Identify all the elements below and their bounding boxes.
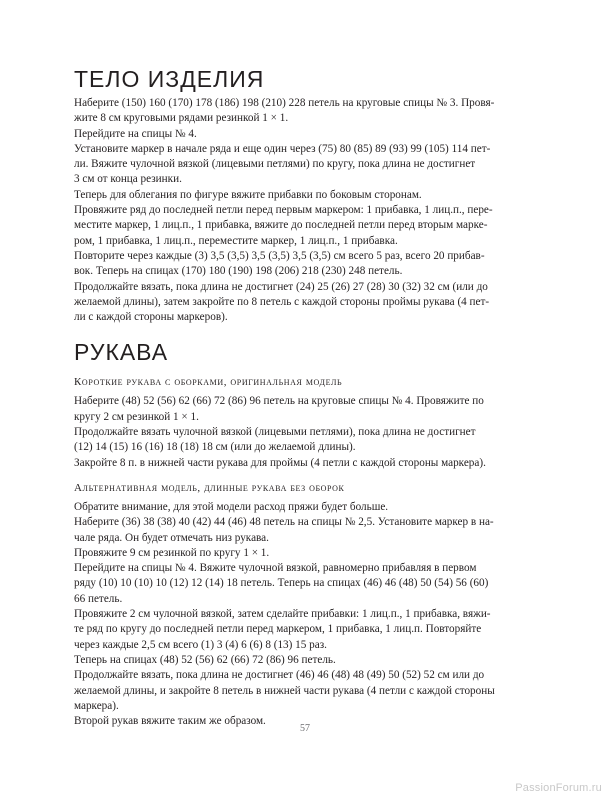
subheading-text: Альтернативная модель, длинные рукава без оборок [74, 481, 345, 494]
text-line: Теперь на спицах (48) 52 (56) 62 (66) 72 (86) 96 петель. [74, 653, 336, 666]
text-line: ли. Вяжите чулочной вязкой (лицевыми петлями) по кругу, пока длина не достигнет [74, 158, 476, 171]
spacer [74, 325, 544, 339]
text-line: Закройте 8 п. в нижней части рукава для проймы (4 петли с каждой стороны маркера). [74, 456, 486, 469]
text-line: ром, 1 прибавка, 1 лиц.п., переместите маркер, 1 лиц.п., 1 прибавка. [74, 234, 398, 247]
long-sleeves-instructions [74, 500, 544, 729]
text-line: ли с каждой стороны маркеров). [74, 311, 228, 324]
body-instructions [74, 96, 544, 325]
text-line: Провяжите 9 см резинкой по кругу 1 × 1. [74, 546, 270, 559]
page-content [74, 66, 544, 729]
subheading-long-sleeves [74, 481, 544, 496]
text-line: Продолжайте вязать, пока длина не достигнет (24) 25 (26) 27 (28) 30 (32) 32 см (или до [74, 280, 488, 293]
text-line: Теперь для облегания по фигуре вяжите прибавки по боковым сторонам. [74, 188, 422, 201]
text-line: Провяжите 2 см чулочной вязкой, затем сделайте прибавки: 1 лиц.п., 1 прибавка, вяжи- [74, 608, 491, 621]
text-line: Наберите (36) 38 (38) 40 (42) 44 (46) 48 петель на спицы № 2,5. Установите маркер в на- [74, 516, 494, 529]
text-line: местите маркер, 1 лиц.п., 1 прибавка, вяжите до последней петли перед вторым марке- [74, 219, 488, 232]
section-title-body: ТЕЛО ИЗДЕЛИЯ [74, 66, 265, 92]
text-line: маркера). [74, 699, 119, 712]
text-line: Установите маркер в начале ряда и еще один через (75) 80 (85) 89 (93) 99 (105) 114 пет- [74, 142, 491, 155]
text-line: желаемой длины), затем закройте по 8 петель с каждой стороны проймы рукава (4 пет- [74, 295, 490, 308]
short-sleeves-instructions [74, 394, 544, 470]
subheading-text: Короткие рукава с оборками, оригинальная модель [74, 376, 343, 389]
text-line: Продолжайте вязать, пока длина не достигнет (46) 46 (48) 48 (49) 50 (52) 52 см или до [74, 669, 485, 682]
spacer [74, 365, 544, 375]
text-line: Второй рукав вяжите таким же образом. [74, 715, 266, 728]
text-line: 3 см от конца резинки. [74, 173, 182, 186]
text-line: (12) 14 (15) 16 (16) 18 (18) 18 см (или до желаемой длины). [74, 441, 356, 454]
text-line: Перейдите на спицы № 4. [74, 127, 197, 140]
page-number: 57 [300, 723, 310, 734]
subheading-short-sleeves [74, 375, 544, 390]
text-line: те ряд по кругу до последней петли перед маркером, 1 прибавка, 1 лиц.п. Повторяйте [74, 623, 482, 636]
text-line: через каждые 2,5 см всего (1) 3 (4) 6 (6) 8 (13) 15 раз. [74, 638, 327, 651]
watermark: PassionForum.ru [515, 782, 602, 794]
text-line: кругу 2 см резинкой 1 × 1. [74, 410, 199, 423]
text-line: Продолжайте вязать чулочной вязкой (лицевыми петлями), пока длина не достигнет [74, 426, 476, 439]
text-line: вок. Теперь на спицах (170) 180 (190) 198 (206) 218 (230) 248 петель. [74, 265, 403, 278]
text-line: ряду (10) 10 (10) 10 (12) 12 (14) 18 петель. Теперь на спицах (46) 46 (48) 50 (54) 56 (60) [74, 577, 489, 590]
text-line: Повторите через каждые (3) 3,5 (3,5) 3,5 (3,5) 3,5 (3,5) см всего 5 раз, всего 20 прибав- [74, 249, 485, 262]
text-line: 66 петель. [74, 592, 123, 605]
text-line: жите 8 см круговыми рядами резинкой 1 × 1. [74, 112, 289, 125]
text-line: Провяжите ряд до последней петли перед первым маркером: 1 прибавка, 1 лиц.п., пере- [74, 204, 493, 217]
text-line: чале ряда. Он будет отмечать низ рукава. [74, 531, 269, 544]
text-line: Наберите (150) 160 (170) 178 (186) 198 (210) 228 петель на круговые спицы № 3. Провя- [74, 97, 495, 109]
text-line: Обратите внимание, для этой модели расход пряжи будет больше. [74, 500, 389, 513]
text-line: Наберите (48) 52 (56) 62 (66) 72 (86) 96 петель на круговые спицы № 4. Провяжите по [74, 395, 484, 408]
section-title-sleeves: РУКАВА [74, 339, 169, 366]
spacer [74, 471, 544, 481]
text-line: Перейдите на спицы № 4. Вяжите чулочной вязкой, равномерно прибавляя в первом [74, 562, 477, 575]
text-line: желаемой длины, и закройте 8 петель в нижней части рукава (4 петли с каждой стороны [74, 684, 495, 697]
